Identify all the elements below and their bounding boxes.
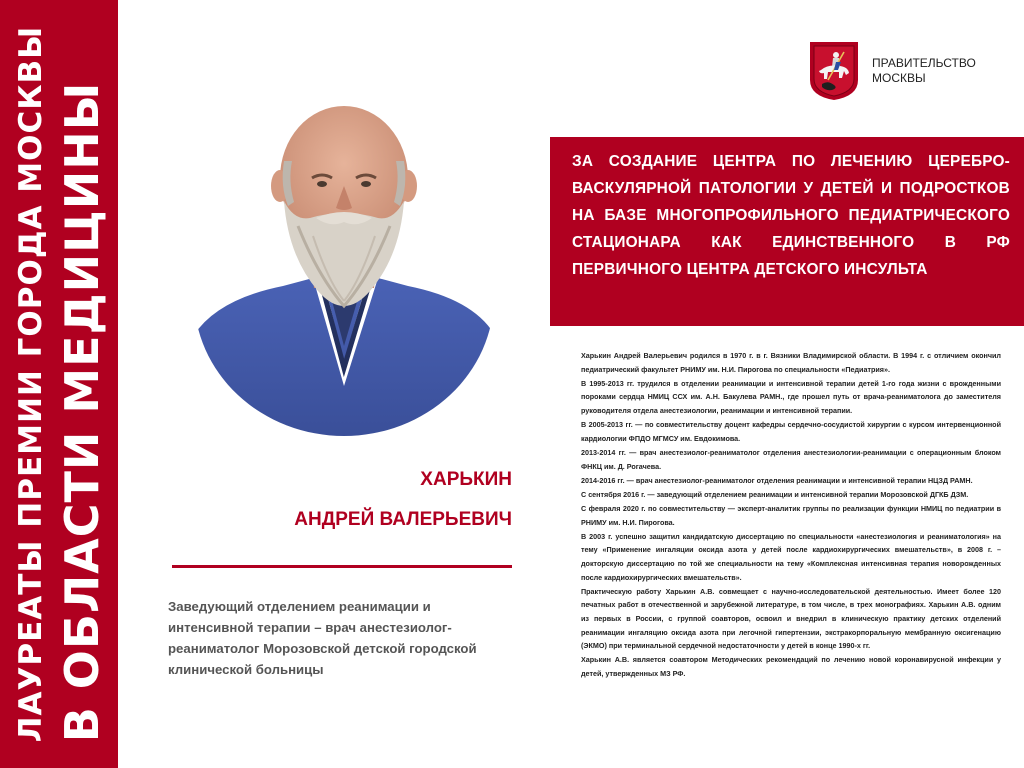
award-statement-box (550, 137, 1024, 326)
title-banner (0, 0, 118, 768)
laureate-given-names: АНДРЕЙ ВАЛЕРЬЕВИЧ (294, 509, 512, 530)
laureate-surname: ХАРЬКИН (420, 469, 512, 490)
laureate-name (190, 460, 512, 540)
bio-paragraph: С сентября 2016 г. — заведующий отделением реанимации и интенсивной терапии Морозовской ДГКБ ДЗМ. (581, 489, 969, 499)
government-name-line1: ПРАВИТЕЛЬСТВО (872, 56, 976, 70)
bio-paragraph: В 1995-2013 гг. трудился в отделении реанимации и интенсивной терапии детей 1-го года жизни с врожденными пороками сердца НМИЦ ССХ им. А.Н. Бакулева РАМН., где прошел путь от врача-реаниматолога до заместителя руководителя отдела анестезиологии, реанимации и интенсивной терапии. (581, 378, 1001, 415)
government-name (872, 56, 1012, 86)
banner-title-line2: В ОБЛАСТИ МЕДИЦИНЫ (55, 81, 109, 743)
bio-paragraph: Харькин Андрей Валерьевич родился в 1970 г. в г. Вязники Владимирской области. В 1994 г. с отличием окончил педиатрический факультет РНИМУ им. Н.И. Пирогова по специальности «Педиатрия». (581, 351, 1001, 374)
bio-paragraph: В 2005-2013 гг. — по совместительству доцент кафедры сердечно-сосудистой хирургии с курсом интервенционной кардиологии ФПДО МГМСУ им. Евдокимова. (581, 420, 1001, 443)
bio-paragraph: Харькин А.В. является соавтором Методических рекомендаций по лечению новой коронавирусной инфекции у детей, утвержденных МЗ РФ. (581, 655, 1001, 678)
moscow-coat-of-arms-icon (808, 40, 860, 102)
laureate-position: Заведующий отделением реанимации и интенсивной терапии – врач анестезиолог-реаниматолог Морозовской детской городской клинической больницы (168, 599, 477, 677)
bio-paragraph: 2014-2016 гг. — врач анестезиолог-реаниматолог отделения реанимации и интенсивной терапии НЦЗД РАМН. (581, 475, 973, 485)
bio-paragraph: 2013-2014 гг. — врач анестезиолог-реаниматолог отделения анестезиологии-реанимации с операционным блоком ФНКЦ им. Д. Рогачева. (581, 447, 1001, 471)
bio-paragraph: В 2003 г. успешно защитил кандидатскую диссертацию по специальности «анестезиология и реаниматология» на тему «Применение ингаляции оксида азота у детей после кардиохирургических вмешательств», в 2008 г. – докторскую диссертацию по той же специальности на тему «Комплексная интенсивная терапия новорожденных после кардиохирургических вмешательств». (581, 531, 1001, 582)
banner-title (8, 26, 110, 743)
bio-paragraph: Практическую работу Харькин А.В. совмещает с научно-исследовательской деятельностью. Имеет более 120 печатных работ в отечественной и зарубежной литературе, в том числе, в трех монографиях. Харькин А.В. одним из первых в России, с группой соавторов, освоил и внедрил в клиническую практику детских отделений реанимации ингаляцию оксида азота при легочной гипертензии, экстракорпоральную мембранную оксигенацию (ЭКМО) при терминальной сердечной недостаточности у детей в конце 1990-х гг. (581, 586, 1001, 651)
biography (581, 349, 1001, 681)
banner-title-line1: ЛАУРЕАТЫ ПРЕМИИ ГОРОДА МОСКВЫ (13, 25, 49, 743)
portrait-photo (188, 106, 500, 436)
government-name-line2: МОСКВЫ (872, 71, 926, 85)
award-statement: ЗА СОЗДАНИЕ ЦЕНТРА ПО ЛЕЧЕНИЮ ЦЕРЕБРО-ВАСКУЛЯРНОЙ ПАТОЛОГИИ У ДЕТЕЙ И ПОДРОСТКОВ НА БАЗЕ МНОГОПРОФИЛЬНОГО ПЕДИАТРИЧЕСКОГО СТАЦИОНАРА КАК ЕДИНСТВЕННОГО В РФ ПЕРВИЧНОГО ЦЕНТРА ДЕТСКОГО ИНСУЛЬТА (572, 153, 1010, 278)
name-divider (172, 565, 512, 568)
bio-paragraph: С февраля 2020 г. по совместительству — эксперт-аналитик группы по реализации функции НМИЦ по педиатрии в РНИМУ им. Н.И. Пирогова. (581, 504, 1001, 527)
